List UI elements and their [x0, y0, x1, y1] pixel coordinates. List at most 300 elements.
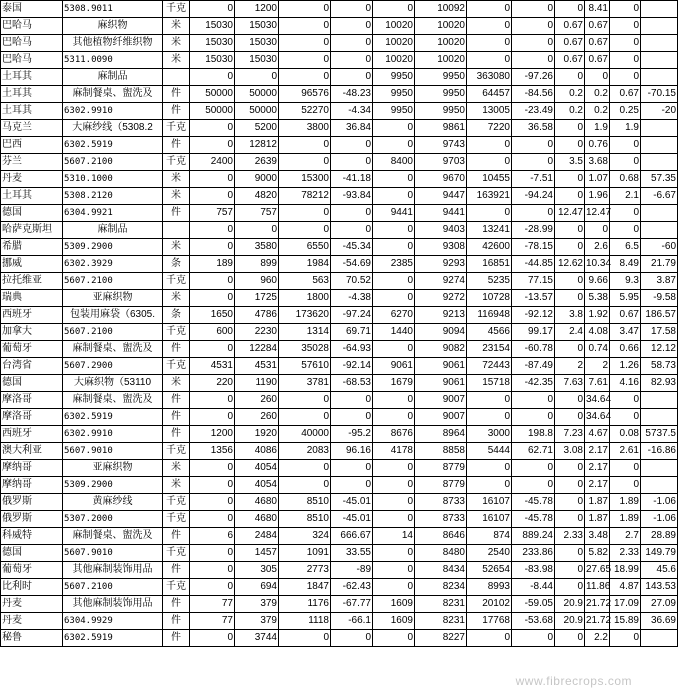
table-row	[1, 630, 678, 647]
cell-value-cumulative: 9441	[415, 205, 467, 222]
cell-value-prev: 17768	[467, 613, 512, 630]
cell-country: 土耳其	[1, 188, 63, 205]
cell-country: 台湾省	[1, 358, 63, 375]
cell-value-prev: 363080	[467, 69, 512, 86]
cell-price-prev: 1.9	[610, 120, 641, 137]
cell-value-change: -84.56	[512, 86, 555, 103]
cell-qty-change: -92.14	[331, 358, 373, 375]
cell-value-cumulative: 9950	[415, 86, 467, 103]
cell-qty-prev: 0	[279, 392, 331, 409]
cell-value-cumulative: 8480	[415, 545, 467, 562]
cell-qty-prev: 0	[279, 52, 331, 69]
cell-country: 比利时	[1, 579, 63, 596]
cell-price-cumulative: 2.17	[585, 443, 610, 460]
cell-country: 巴西	[1, 137, 63, 154]
cell-qty-month: 220	[190, 375, 235, 392]
cell-qty-change: 0	[331, 630, 373, 647]
cell-value-cumulative: 9293	[415, 256, 467, 273]
cell-price-month: 20.9	[555, 613, 585, 630]
cell-qty-prev: 8510	[279, 494, 331, 511]
cell-value-change: -45.78	[512, 511, 555, 528]
cell-price-prev: 0.08	[610, 426, 641, 443]
cell-value-prev: 0	[467, 205, 512, 222]
cell-price-change: 82.93	[641, 375, 678, 392]
cell-value-month: 0	[373, 341, 415, 358]
cell-price-month: 2	[555, 358, 585, 375]
cell-price-change: -1.06	[641, 494, 678, 511]
cell-product: 麻制餐桌、盥洗及	[63, 528, 163, 545]
cell-qty-change: 0	[331, 154, 373, 171]
cell-price-cumulative: 1.07	[585, 171, 610, 188]
cell-price-month: 0	[555, 579, 585, 596]
cell-qty-month: 0	[190, 392, 235, 409]
cell-price-prev: 0	[610, 35, 641, 52]
cell-qty-cumulative: 15030	[235, 52, 279, 69]
cell-price-cumulative: 34.64	[585, 392, 610, 409]
table-row	[1, 511, 678, 528]
cell-unit: 条	[163, 256, 190, 273]
cell-value-cumulative: 9743	[415, 137, 467, 154]
cell-qty-month: 15030	[190, 35, 235, 52]
table-row	[1, 307, 678, 324]
cell-value-month: 0	[373, 511, 415, 528]
table-row	[1, 443, 678, 460]
cell-value-cumulative: 9703	[415, 154, 467, 171]
cell-country: 芬兰	[1, 154, 63, 171]
cell-country: 巴哈马	[1, 35, 63, 52]
cell-qty-change: 0	[331, 205, 373, 222]
cell-qty-change: -54.69	[331, 256, 373, 273]
cell-qty-cumulative: 757	[235, 205, 279, 222]
table-row	[1, 222, 678, 239]
cell-qty-change: -62.43	[331, 579, 373, 596]
cell-qty-change: -45.34	[331, 239, 373, 256]
cell-qty-prev: 0	[279, 409, 331, 426]
cell-unit: 千克	[163, 273, 190, 290]
table-row	[1, 69, 678, 86]
cell-value-change: -78.15	[512, 239, 555, 256]
cell-price-change: 21.79	[641, 256, 678, 273]
cell-qty-month: 0	[190, 341, 235, 358]
table-row	[1, 477, 678, 494]
cell-price-change	[641, 477, 678, 494]
cell-price-cumulative: 11.86	[585, 579, 610, 596]
cell-price-cumulative: 1.87	[585, 494, 610, 511]
cell-value-change: -45.78	[512, 494, 555, 511]
cell-value-month: 14	[373, 528, 415, 545]
cell-product: 5607.2100	[63, 154, 163, 171]
cell-value-prev: 0	[467, 137, 512, 154]
cell-price-cumulative: 0.74	[585, 341, 610, 358]
cell-qty-cumulative: 1190	[235, 375, 279, 392]
cell-value-cumulative: 9082	[415, 341, 467, 358]
cell-price-change	[641, 137, 678, 154]
cell-country: 西班牙	[1, 307, 63, 324]
cell-qty-month: 0	[190, 579, 235, 596]
cell-value-change: 0	[512, 154, 555, 171]
cell-qty-change: -97.24	[331, 307, 373, 324]
cell-qty-cumulative: 50000	[235, 86, 279, 103]
cell-price-change	[641, 18, 678, 35]
cell-value-change: -42.35	[512, 375, 555, 392]
cell-country: 土耳其	[1, 69, 63, 86]
cell-country: 希腊	[1, 239, 63, 256]
cell-product: 包装用麻袋（6305.	[63, 307, 163, 324]
cell-value-cumulative: 8434	[415, 562, 467, 579]
cell-value-month: 0	[373, 494, 415, 511]
table-row	[1, 409, 678, 426]
cell-value-month: 0	[373, 630, 415, 647]
cell-unit: 件	[163, 392, 190, 409]
cell-value-month: 9441	[373, 205, 415, 222]
cell-qty-prev: 1091	[279, 545, 331, 562]
cell-price-cumulative: 3.48	[585, 528, 610, 545]
cell-country: 加拿大	[1, 324, 63, 341]
cell-value-prev: 0	[467, 18, 512, 35]
cell-value-cumulative: 9403	[415, 222, 467, 239]
cell-product: 6302.9910	[63, 103, 163, 120]
cell-value-change: -23.49	[512, 103, 555, 120]
cell-qty-prev: 0	[279, 1, 331, 18]
cell-value-prev: 72443	[467, 358, 512, 375]
cell-price-cumulative: 5.38	[585, 290, 610, 307]
cell-value-month: 1609	[373, 613, 415, 630]
cell-price-cumulative: 7.61	[585, 375, 610, 392]
cell-value-prev: 10455	[467, 171, 512, 188]
cell-price-month: 0	[555, 392, 585, 409]
cell-qty-prev: 563	[279, 273, 331, 290]
cell-price-change: 3.87	[641, 273, 678, 290]
cell-price-prev: 0.67	[610, 86, 641, 103]
cell-qty-cumulative: 4786	[235, 307, 279, 324]
cell-price-change: 57.35	[641, 171, 678, 188]
cell-qty-cumulative: 1725	[235, 290, 279, 307]
cell-qty-cumulative: 260	[235, 392, 279, 409]
cell-product: 6302.5919	[63, 630, 163, 647]
cell-value-month: 0	[373, 188, 415, 205]
cell-qty-change: 666.67	[331, 528, 373, 545]
cell-unit: 千克	[163, 358, 190, 375]
cell-unit	[163, 222, 190, 239]
cell-value-change: 77.15	[512, 273, 555, 290]
cell-country: 丹麦	[1, 613, 63, 630]
cell-qty-cumulative: 50000	[235, 103, 279, 120]
cell-price-month: 3.5	[555, 154, 585, 171]
cell-value-change: 0	[512, 392, 555, 409]
cell-qty-change: -95.2	[331, 426, 373, 443]
cell-unit: 米	[163, 52, 190, 69]
cell-price-cumulative: 21.72	[585, 613, 610, 630]
cell-price-change: 186.57	[641, 307, 678, 324]
cell-qty-prev: 2083	[279, 443, 331, 460]
cell-qty-change: -64.93	[331, 341, 373, 358]
table-row	[1, 256, 678, 273]
cell-unit: 件	[163, 86, 190, 103]
cell-value-change: -94.24	[512, 188, 555, 205]
cell-country: 瑞典	[1, 290, 63, 307]
cell-price-change	[641, 120, 678, 137]
cell-price-cumulative: 2	[585, 358, 610, 375]
table-row	[1, 18, 678, 35]
cell-value-month: 10020	[373, 52, 415, 69]
cell-value-month: 10020	[373, 18, 415, 35]
cell-qty-change: -89	[331, 562, 373, 579]
cell-price-change	[641, 1, 678, 18]
table-row	[1, 341, 678, 358]
cell-value-change: 0	[512, 409, 555, 426]
cell-price-month: 7.63	[555, 375, 585, 392]
cell-value-prev: 0	[467, 630, 512, 647]
cell-value-prev: 5235	[467, 273, 512, 290]
cell-qty-prev: 0	[279, 222, 331, 239]
table-row	[1, 460, 678, 477]
cell-product: 其他植物纤维织物	[63, 35, 163, 52]
cell-value-cumulative: 8964	[415, 426, 467, 443]
cell-qty-month: 189	[190, 256, 235, 273]
cell-qty-change: 0	[331, 1, 373, 18]
cell-unit: 条	[163, 307, 190, 324]
cell-value-change: -92.12	[512, 307, 555, 324]
cell-qty-cumulative: 0	[235, 222, 279, 239]
cell-qty-prev: 2773	[279, 562, 331, 579]
cell-price-change: -9.58	[641, 290, 678, 307]
cell-value-change: 233.86	[512, 545, 555, 562]
cell-value-prev: 874	[467, 528, 512, 545]
cell-qty-month: 0	[190, 290, 235, 307]
cell-value-cumulative: 10020	[415, 35, 467, 52]
cell-qty-prev: 0	[279, 460, 331, 477]
cell-qty-prev: 57610	[279, 358, 331, 375]
cell-value-prev: 20102	[467, 596, 512, 613]
cell-value-cumulative: 9061	[415, 375, 467, 392]
cell-product: 麻制餐桌、盥洗及	[63, 86, 163, 103]
cell-unit: 米	[163, 290, 190, 307]
cell-qty-cumulative: 694	[235, 579, 279, 596]
cell-qty-month: 15030	[190, 18, 235, 35]
cell-price-prev: 0	[610, 52, 641, 69]
cell-price-prev: 3.47	[610, 324, 641, 341]
cell-price-change: -20	[641, 103, 678, 120]
cell-qty-change: -45.01	[331, 494, 373, 511]
cell-unit: 千克	[163, 511, 190, 528]
cell-value-cumulative: 9861	[415, 120, 467, 137]
cell-qty-change: 0	[331, 409, 373, 426]
cell-value-cumulative: 8231	[415, 596, 467, 613]
cell-qty-cumulative: 9000	[235, 171, 279, 188]
cell-value-month: 2385	[373, 256, 415, 273]
cell-price-month: 0	[555, 171, 585, 188]
cell-qty-prev: 0	[279, 205, 331, 222]
cell-country: 德国	[1, 205, 63, 222]
cell-price-change	[641, 409, 678, 426]
cell-value-month: 6270	[373, 307, 415, 324]
cell-qty-prev: 8510	[279, 511, 331, 528]
table-row	[1, 171, 678, 188]
cell-country: 土耳其	[1, 103, 63, 120]
cell-value-change: -8.44	[512, 579, 555, 596]
cell-qty-change: 0	[331, 222, 373, 239]
cell-country: 丹麦	[1, 596, 63, 613]
cell-qty-change: 33.55	[331, 545, 373, 562]
cell-price-prev: 2.7	[610, 528, 641, 545]
cell-price-change	[641, 392, 678, 409]
cell-qty-cumulative: 4086	[235, 443, 279, 460]
cell-qty-prev: 1847	[279, 579, 331, 596]
cell-product: 大麻织物（53110	[63, 375, 163, 392]
cell-price-month: 0	[555, 477, 585, 494]
cell-qty-prev: 15300	[279, 171, 331, 188]
cell-product: 其他麻制装饰用品	[63, 596, 163, 613]
cell-qty-month: 0	[190, 222, 235, 239]
table-row	[1, 290, 678, 307]
cell-qty-prev: 78212	[279, 188, 331, 205]
cell-value-change: -87.49	[512, 358, 555, 375]
cell-price-change	[641, 69, 678, 86]
table-row	[1, 562, 678, 579]
cell-unit: 件	[163, 137, 190, 154]
cell-unit: 件	[163, 103, 190, 120]
table-row	[1, 137, 678, 154]
cell-qty-month: 1200	[190, 426, 235, 443]
cell-price-prev: 0	[610, 69, 641, 86]
cell-price-change: 5737.5	[641, 426, 678, 443]
cell-price-change: 58.73	[641, 358, 678, 375]
cell-country: 葡萄牙	[1, 341, 63, 358]
cell-value-cumulative: 8779	[415, 460, 467, 477]
cell-value-prev: 8993	[467, 579, 512, 596]
cell-country: 拉托维亚	[1, 273, 63, 290]
cell-price-prev: 5.95	[610, 290, 641, 307]
cell-country: 秘鲁	[1, 630, 63, 647]
cell-price-month: 0	[555, 290, 585, 307]
cell-value-prev: 3000	[467, 426, 512, 443]
cell-value-cumulative: 9308	[415, 239, 467, 256]
cell-price-prev: 9.3	[610, 273, 641, 290]
cell-product: 6302.5919	[63, 137, 163, 154]
cell-price-cumulative: 1.96	[585, 188, 610, 205]
cell-price-cumulative: 5.82	[585, 545, 610, 562]
cell-qty-month: 50000	[190, 103, 235, 120]
cell-product: 5308.9011	[63, 1, 163, 18]
cell-price-prev: 4.87	[610, 579, 641, 596]
cell-unit: 千克	[163, 120, 190, 137]
cell-value-month: 9950	[373, 103, 415, 120]
cell-country: 德国	[1, 545, 63, 562]
cell-value-prev: 23154	[467, 341, 512, 358]
table-row	[1, 1, 678, 18]
cell-price-prev: 0.67	[610, 307, 641, 324]
cell-qty-change: -4.34	[331, 103, 373, 120]
cell-qty-prev: 3800	[279, 120, 331, 137]
cell-product: 麻制餐桌、盥洗及	[63, 392, 163, 409]
table-row	[1, 392, 678, 409]
cell-country: 俄罗斯	[1, 511, 63, 528]
cell-value-change: 889.24	[512, 528, 555, 545]
cell-unit: 件	[163, 205, 190, 222]
cell-qty-month: 0	[190, 494, 235, 511]
cell-price-cumulative: 34.64	[585, 409, 610, 426]
cell-unit: 件	[163, 562, 190, 579]
cell-price-prev: 0	[610, 477, 641, 494]
cell-price-cumulative: 3.68	[585, 154, 610, 171]
cell-qty-month: 1650	[190, 307, 235, 324]
table-row	[1, 494, 678, 511]
cell-unit: 千克	[163, 579, 190, 596]
table-row	[1, 579, 678, 596]
cell-product: 5310.1000	[63, 171, 163, 188]
cell-price-prev: 0	[610, 630, 641, 647]
cell-country: 巴哈马	[1, 18, 63, 35]
cell-price-month: 0.67	[555, 35, 585, 52]
cell-price-month: 0	[555, 545, 585, 562]
cell-value-change: 99.17	[512, 324, 555, 341]
cell-qty-prev: 324	[279, 528, 331, 545]
cell-value-month: 0	[373, 562, 415, 579]
cell-qty-prev: 1176	[279, 596, 331, 613]
cell-value-cumulative: 9007	[415, 392, 467, 409]
cell-qty-month: 77	[190, 596, 235, 613]
cell-qty-prev: 0	[279, 154, 331, 171]
cell-qty-month: 0	[190, 273, 235, 290]
cell-value-cumulative: 8231	[415, 613, 467, 630]
cell-value-change: -7.51	[512, 171, 555, 188]
table-row	[1, 35, 678, 52]
cell-qty-cumulative: 260	[235, 409, 279, 426]
cell-value-month: 8400	[373, 154, 415, 171]
cell-price-cumulative: 8.41	[585, 1, 610, 18]
cell-qty-month: 0	[190, 137, 235, 154]
cell-value-change: -60.78	[512, 341, 555, 358]
cell-price-change: 36.69	[641, 613, 678, 630]
cell-qty-prev: 35028	[279, 341, 331, 358]
cell-value-prev: 0	[467, 392, 512, 409]
cell-unit	[163, 69, 190, 86]
cell-qty-change: -67.77	[331, 596, 373, 613]
cell-value-cumulative: 8858	[415, 443, 467, 460]
table-row	[1, 324, 678, 341]
cell-value-month: 0	[373, 409, 415, 426]
cell-qty-change: -48.23	[331, 86, 373, 103]
cell-qty-change: -45.01	[331, 511, 373, 528]
cell-country: 摩纳哥	[1, 477, 63, 494]
cell-qty-month: 0	[190, 1, 235, 18]
table-row	[1, 239, 678, 256]
cell-unit: 件	[163, 426, 190, 443]
cell-country: 俄罗斯	[1, 494, 63, 511]
cell-qty-cumulative: 15030	[235, 18, 279, 35]
cell-price-month: 0.2	[555, 86, 585, 103]
cell-qty-change: 0	[331, 69, 373, 86]
cell-qty-change: -4.38	[331, 290, 373, 307]
cell-product: 黄麻纱线	[63, 494, 163, 511]
table-row	[1, 273, 678, 290]
cell-product: 亚麻织物	[63, 460, 163, 477]
cell-qty-month: 2400	[190, 154, 235, 171]
cell-value-cumulative: 8234	[415, 579, 467, 596]
cell-value-cumulative: 9274	[415, 273, 467, 290]
cell-country: 摩洛哥	[1, 392, 63, 409]
cell-qty-cumulative: 379	[235, 596, 279, 613]
cell-value-prev: 0	[467, 52, 512, 69]
cell-qty-month: 6	[190, 528, 235, 545]
cell-product: 5607.9010	[63, 443, 163, 460]
cell-qty-month: 4531	[190, 358, 235, 375]
cell-qty-prev: 3781	[279, 375, 331, 392]
cell-value-month: 10020	[373, 35, 415, 52]
cell-price-month: 0	[555, 494, 585, 511]
cell-unit: 件	[163, 528, 190, 545]
cell-qty-prev: 1800	[279, 290, 331, 307]
